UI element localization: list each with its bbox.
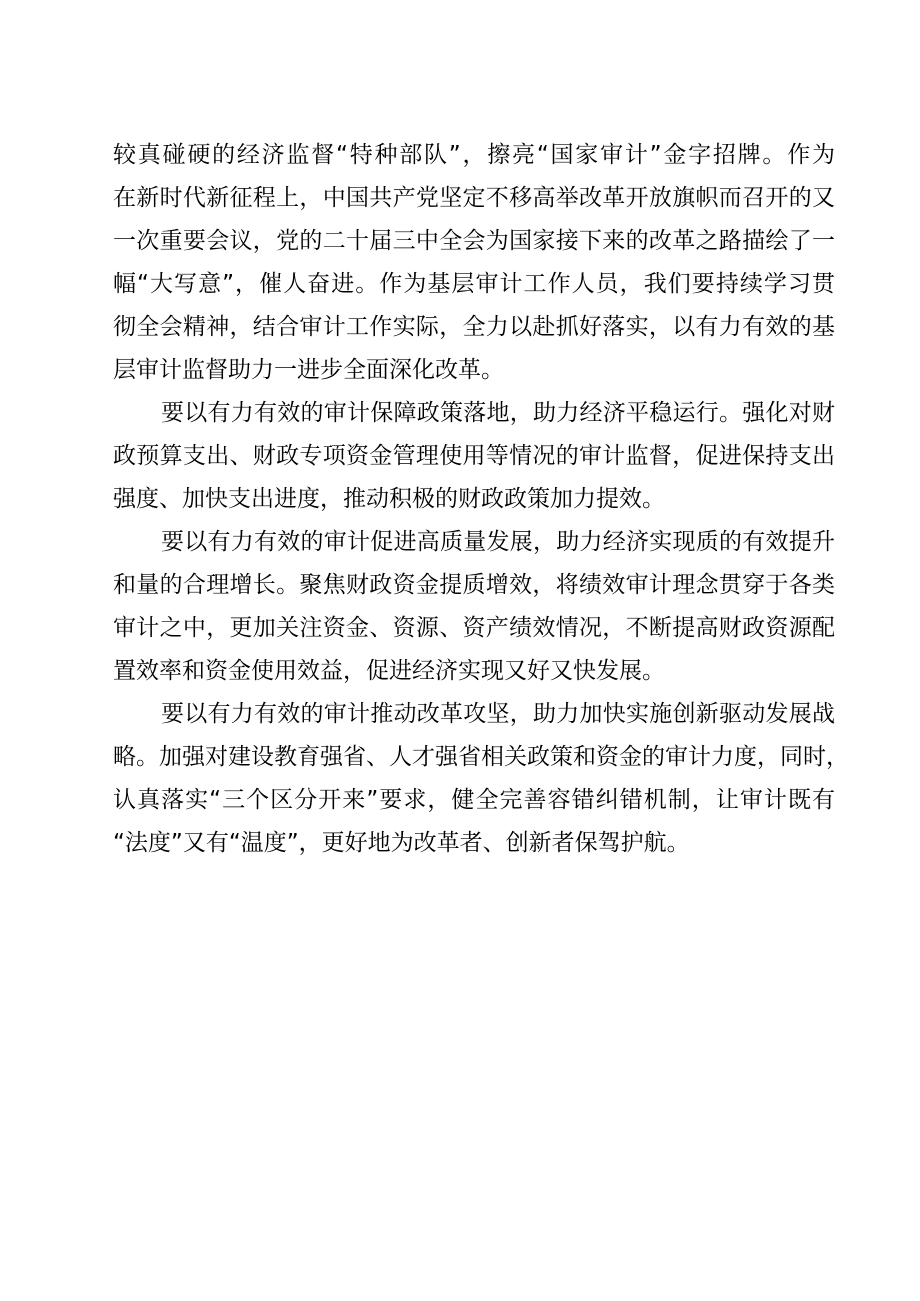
text-line: 和量的合理增长。聚焦财政资金提质增效，将绩效审计理念贯穿于各类 [113,572,835,598]
text-line: 政预算支出、财政专项资金管理使用等情况的审计监督，促进保持支出 [113,443,835,469]
text-line: 较真碰硬的经济监督“特种部队”，擦亮“国家审计”金字招牌。作为 [113,142,835,168]
document-body [113,134,849,865]
paragraph-2 [113,392,835,521]
text-line: 略。加强对建设教育强省、人才强省相关政策和资金的审计力度，同时， [113,744,849,770]
paragraph-3 [113,521,835,693]
text-line: 审计之中，更加关注资金、资源、资产绩效情况，不断提高财政资源配 [113,615,835,641]
text-line: 要以有力有效的审计推动改革攻坚，助力加快实施创新驱动发展战 [161,701,835,727]
text-line: 要以有力有效的审计促进高质量发展，助力经济实现质的有效提升 [161,529,835,555]
text-line: 彻全会精神，结合审计工作实际，全力以赴抓好落实，以有力有效的基 [113,314,835,340]
text-line: 一次重要会议，党的二十届三中全会为国家接下来的改革之路描绘了一 [113,228,835,254]
text-line: 层审计监督助力一进步全面深化改革。 [113,357,504,383]
text-line: 认真落实“三个区分开来”要求，健全完善容错纠错机制，让审计既有 [113,787,835,813]
paragraph-4 [113,693,849,865]
text-line: 在新时代新征程上，中国共产党坚定不移高举改革开放旗帜而召开的又 [113,185,835,211]
text-line: 置效率和资金使用效益，促进经济实现又好又快发展。 [113,658,665,684]
text-line: 强度、加快支出进度，推动积极的财政政策加力提效。 [113,486,665,512]
text-line: 要以有力有效的审计保障政策落地，助力经济平稳运行。强化对财 [161,400,835,426]
text-line: “法度”又有“温度”，更好地为改革者、创新者保驾护航。 [113,830,690,856]
text-line: 幅“大写意”，催人奋进。作为基层审计工作人员，我们要持续学习贯 [113,271,835,297]
paragraph-1 [113,134,835,392]
